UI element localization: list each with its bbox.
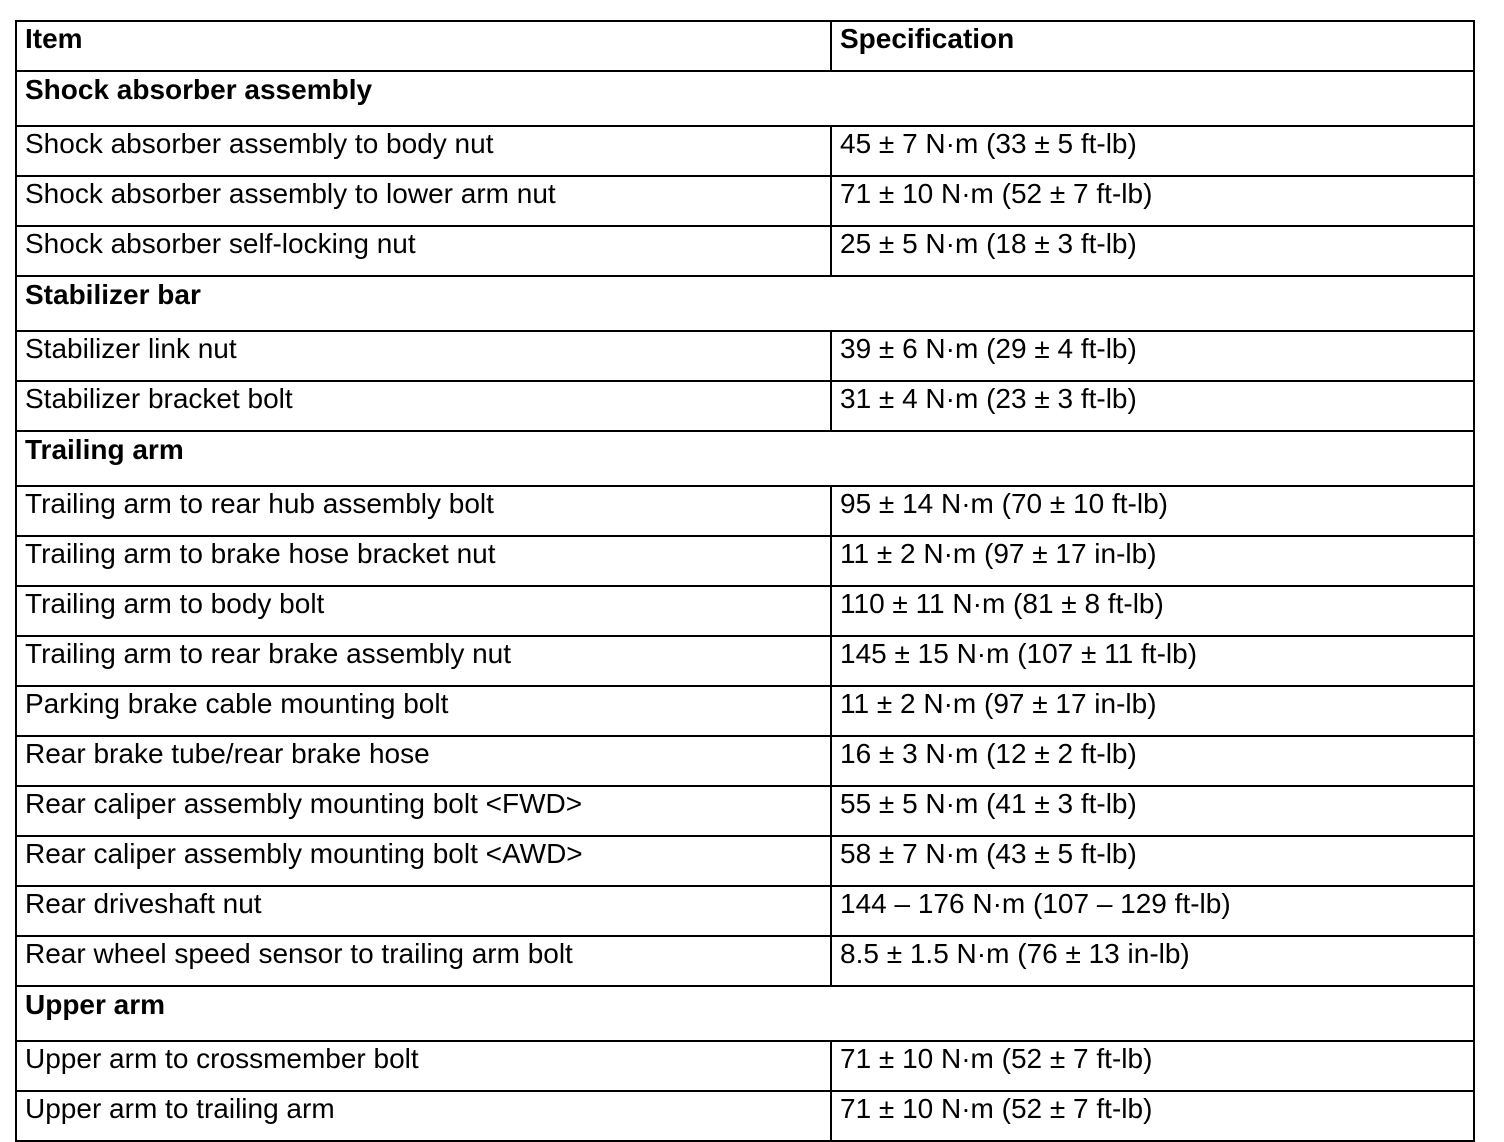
table-row [16,736,1474,786]
specification-cell: 95 ± 14 N·m (70 ± 10 ft-lb) [831,486,1474,536]
section-title: Shock absorber assembly [16,71,1474,126]
table-row [16,486,1474,536]
item-cell: Stabilizer bracket bolt [16,381,831,431]
table-row [16,636,1474,686]
specification-cell: 45 ± 7 N·m (33 ± 5 ft-lb) [831,126,1474,176]
section-row [16,986,1474,1041]
table-row [16,331,1474,381]
column-header-item: Item [16,21,831,71]
table-row [16,381,1474,431]
specification-cell: 71 ± 10 N·m (52 ± 7 ft-lb) [831,1041,1474,1091]
item-cell: Rear caliper assembly mounting bolt <AWD> [16,836,831,886]
section-title: Trailing arm [16,431,1474,486]
table-row [16,586,1474,636]
specification-cell: 110 ± 11 N·m (81 ± 8 ft-lb) [831,586,1474,636]
item-cell: Trailing arm to brake hose bracket nut [16,536,831,586]
specification-cell: 25 ± 5 N·m (18 ± 3 ft-lb) [831,226,1474,276]
table-row [16,126,1474,176]
table-row [16,936,1474,986]
table-row [16,1041,1474,1091]
specification-cell: 11 ± 2 N·m (97 ± 17 in-lb) [831,536,1474,586]
table-row [16,176,1474,226]
specification-cell: 58 ± 7 N·m (43 ± 5 ft-lb) [831,836,1474,886]
table-row [16,836,1474,886]
column-header-specification: Specification [831,21,1474,71]
torque-spec-table [15,20,1475,1142]
item-cell: Rear driveshaft nut [16,886,831,936]
table-body [16,71,1474,1141]
table-row [16,226,1474,276]
table-row [16,686,1474,736]
specification-cell: 11 ± 2 N·m (97 ± 17 in-lb) [831,686,1474,736]
specification-cell: 55 ± 5 N·m (41 ± 3 ft-lb) [831,786,1474,836]
specification-cell: 144 – 176 N·m (107 – 129 ft-lb) [831,886,1474,936]
item-cell: Trailing arm to body bolt [16,586,831,636]
specification-cell: 31 ± 4 N·m (23 ± 3 ft-lb) [831,381,1474,431]
table-row [16,886,1474,936]
item-cell: Shock absorber self-locking nut [16,226,831,276]
specification-cell: 71 ± 10 N·m (52 ± 7 ft-lb) [831,1091,1474,1141]
item-cell: Rear wheel speed sensor to trailing arm bolt [16,936,831,986]
item-cell: Upper arm to crossmember bolt [16,1041,831,1091]
specification-cell: 8.5 ± 1.5 N·m (76 ± 13 in-lb) [831,936,1474,986]
table-row [16,786,1474,836]
item-cell: Parking brake cable mounting bolt [16,686,831,736]
item-cell: Stabilizer link nut [16,331,831,381]
table-row [16,1091,1474,1141]
section-title: Upper arm [16,986,1474,1041]
item-cell: Trailing arm to rear hub assembly bolt [16,486,831,536]
item-cell: Rear caliper assembly mounting bolt <FWD> [16,786,831,836]
section-title: Stabilizer bar [16,276,1474,331]
section-row [16,431,1474,486]
header-row [16,21,1474,71]
item-cell: Upper arm to trailing arm [16,1091,831,1141]
section-row [16,276,1474,331]
section-row [16,71,1474,126]
item-cell: Trailing arm to rear brake assembly nut [16,636,831,686]
specification-cell: 71 ± 10 N·m (52 ± 7 ft-lb) [831,176,1474,226]
specification-cell: 145 ± 15 N·m (107 ± 11 ft-lb) [831,636,1474,686]
specification-cell: 16 ± 3 N·m (12 ± 2 ft-lb) [831,736,1474,786]
item-cell: Shock absorber assembly to body nut [16,126,831,176]
specification-cell: 39 ± 6 N·m (29 ± 4 ft-lb) [831,331,1474,381]
item-cell: Shock absorber assembly to lower arm nut [16,176,831,226]
table-row [16,536,1474,586]
item-cell: Rear brake tube/rear brake hose [16,736,831,786]
